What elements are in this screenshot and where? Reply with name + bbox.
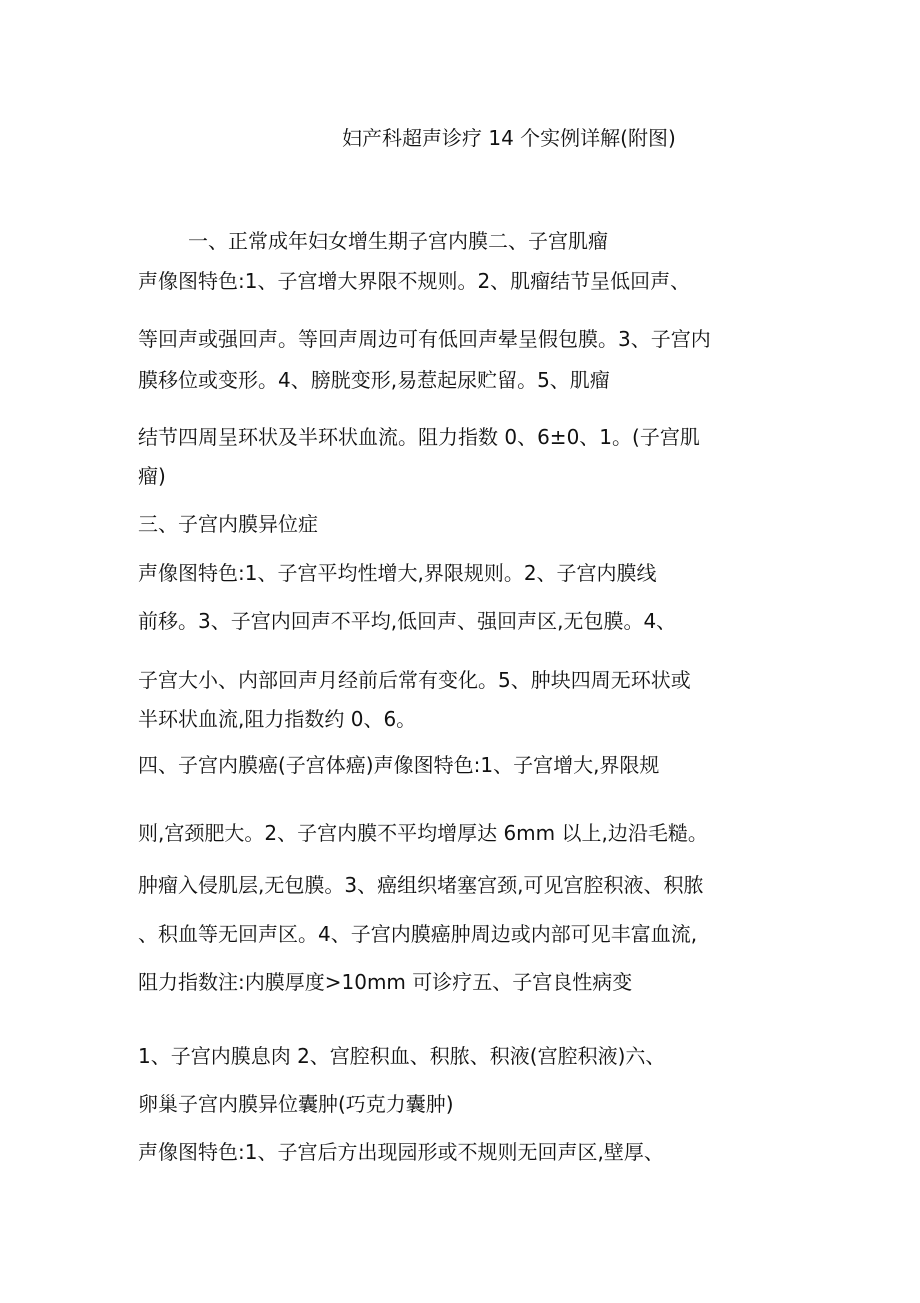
paragraph-line: 、积血等无回声区。4、子宫内膜癌肿周边或内部可见丰富血流,	[138, 922, 698, 946]
paragraph-line: 阻力指数注:内膜厚度>10mm 可诊疗五、子宫良性病变	[138, 970, 633, 994]
section-heading: 卵巢子宫内膜异位囊肿(巧克力囊肿)	[138, 1092, 454, 1116]
paragraph-line: 子宫大小、内部回声月经前后常有变化。5、肿块四周无环状或	[138, 668, 691, 692]
paragraph-line: 膜移位或变形。4、膀胱变形,易惹起尿贮留。5、肌瘤	[138, 368, 610, 392]
section-heading: 三、子宫内膜异位症	[138, 512, 318, 536]
paragraph-line: 1、子宫内膜息肉 2、宫腔积血、积脓、积液(宫腔积液)六、	[138, 1044, 666, 1068]
paragraph-line: 声像图特色:1、子宫平均性增大,界限规则。2、子宫内膜线	[138, 561, 657, 585]
paragraph-line: 等回声或强回声。等回声周边可有低回声晕呈假包膜。3、子宫内	[138, 327, 711, 351]
paragraph-line: 声像图特色:1、子宫增大界限不规则。2、肌瘤结节呈低回声、	[138, 269, 691, 293]
paragraph-line: 则,宫颈肥大。2、子宫内膜不平均增厚达 6mm 以上,边沿毛糙。	[138, 821, 708, 845]
paragraph-line: 瘤)	[138, 464, 166, 488]
section-heading: 四、子宫内膜癌(子宫体癌)声像图特色:1、子宫增大,界限规	[138, 753, 660, 777]
paragraph-line: 声像图特色:1、子宫后方出现园形或不规则无回声区,壁厚、	[138, 1140, 664, 1164]
paragraph-line: 结节四周呈环状及半环状血流。阻力指数 0、6±0、1。(子宫肌	[138, 425, 700, 449]
paragraph-line: 一、正常成年妇女增生期子宫内膜二、子宫肌瘤	[188, 229, 608, 253]
document-title: 妇产科超声诊疗 14 个实例详解(附图)	[342, 126, 676, 150]
paragraph-line: 前移。3、子宫内回声不平均,低回声、强回声区,无包膜。4、	[138, 609, 677, 633]
paragraph-line: 半环状血流,阻力指数约 0、6。	[138, 707, 417, 731]
paragraph-line: 肿瘤入侵肌层,无包膜。3、癌组织堵塞宫颈,可见宫腔积液、积脓	[138, 873, 704, 897]
